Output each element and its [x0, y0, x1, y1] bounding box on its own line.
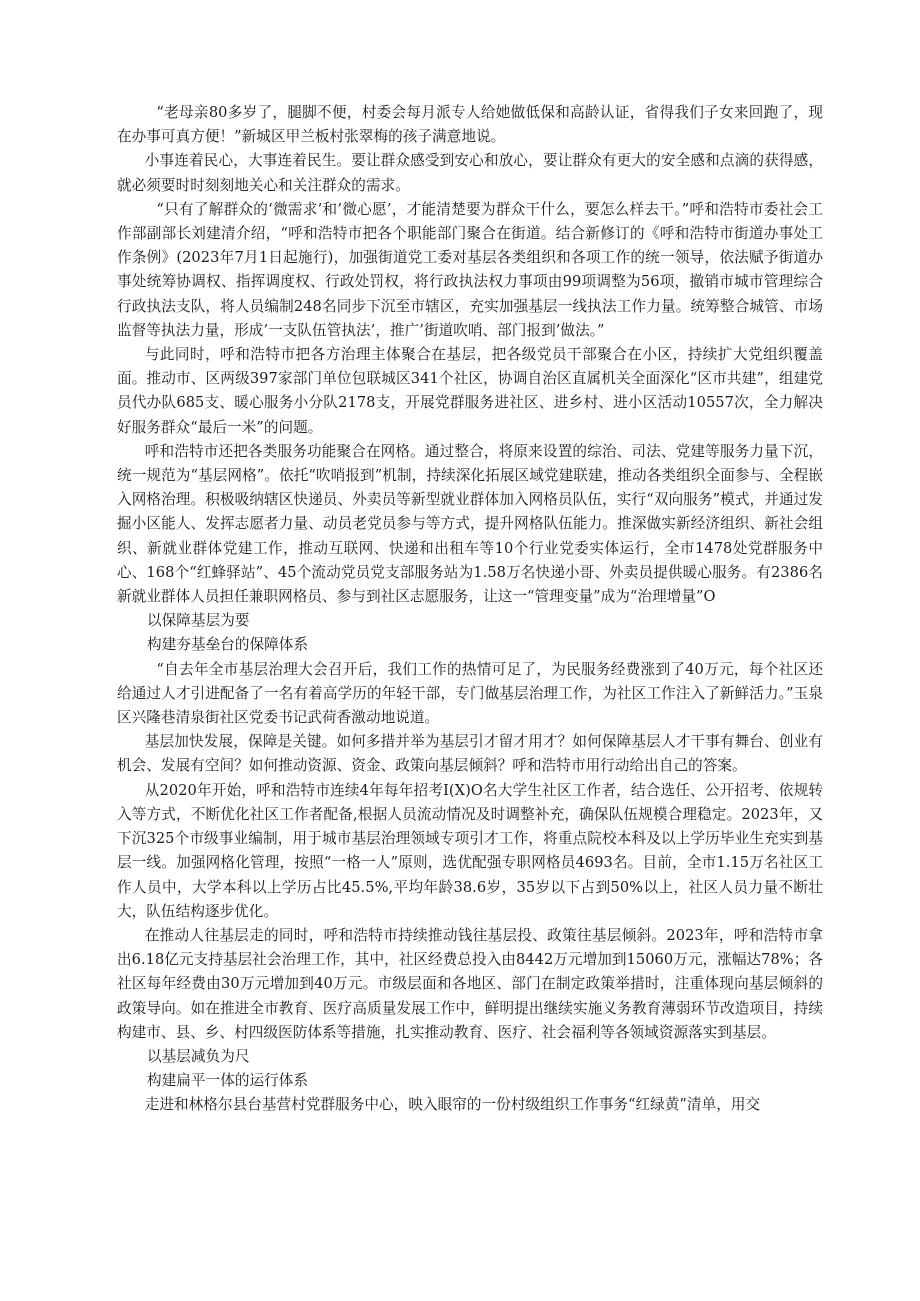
paragraph: 呼和浩特市还把各类服务功能聚合在网格。通过整合，将原来设置的综治、司法、党建等服务力量下沉，统一规范为“基层网格”。依托“吹哨报到”机制，持续深化拓展区域党建联建，推动各类组织全面参与、全程嵌入网格治理。积极吸纳辖区快递员、外卖员等新型就业群体加入网格员队伍，实行“双向服务”模式，并通过发掘小区能人、发挥志愿者力量、动员老党员参与等方式，提升网格队伍能力。推深做实新经济组织、新社会组织、新就业群体党建工作，推动互联网、快递和出租车等10个行业党委实体运行，全市1478处党群服务中心、168个“红蜂驿站”、45个流动党员党支部服务站为1.58万名快递小哥、外卖员提供暖心服务。有2386名新就业群体人员担任兼职网格员、参与到社区志愿服务，让这一“管理变量”成为“治理增量”O: [117, 442, 823, 606]
section-heading: 以保障基层为要: [147, 612, 250, 630]
paragraph: 与此同时，呼和浩特市把各方治理主体聚合在基层，把各级党员干部聚合在小区，持续扩大党组织覆盖面。推动市、区两级397家部门单位包联城区341个社区，协调自治区直属机关全面深化“区市共建”，组建党员代办队685支、暖心服务小分队2178支，开展党群服务进社区、进乡村、进小区活动10557次，全力解决好服务群众“最后一米”的问题。: [117, 346, 823, 436]
paragraph: 小事连着民心，大事连着民生。要让群众感受到安心和放心，要让群众有更大的安全感和点滴的获得感，就必须要时时刻刻地关心和关注群众的需求。: [117, 152, 823, 194]
paragraph: 基层加快发展，保障是关键。如何多措并举为基层引才留才用才？如何保障基层人才干事有舞台、创业有机会、发展有空间？如何推动资源、资金、政策向基层倾斜？呼和浩特市用行动给出自己的答案。: [117, 733, 823, 775]
paragraph: 从2020年开始，呼和浩特市连续4年每年招考I(X)O名大学生社区工作者，结合选任、公开招考、依规转入等方式，不断优化社区工作者配备,根据人员流动情况及时调整补充，确保队伍规模合理稳定。2023年，又下沉325个市级事业编制，用于城市基层治理领域专项引才工作，将重点院校本科及以上学历毕业生充实到基层一线。加强网格化管理，按照“一格一人”原则，选优配强专职网格员4693名。目前，全市1.15万名社区工作人员中，大学本科以上学历占比45.5%,平均年龄38.6岁，35岁以下占到50%以上，社区人员力量不断壮大，队伍结构逐步优化。: [117, 781, 823, 920]
section-subheading: 构建扁平一体的运行体系: [147, 1072, 309, 1090]
paragraph: “老母亲80多岁了，腿脚不便，村委会每月派专人给她做低保和高龄认证，省得我们子女来回跑了，现在办事可真方便！”新城区甲兰板村张翠梅的孩子满意地说。: [117, 104, 823, 146]
paragraph: 在推动人往基层走的同时，呼和浩特市持续推动钱往基层投、政策往基层倾斜。2023年，呼和浩特市拿出6.18亿元支持基层社会治理工作，其中，社区经费总投入由8442万元增加到15060万元，涨幅达78%；各社区每年经费由30万元增加到40万元。市级层面和各地区、部门在制定政策举措时，注重体现向基层倾斜的政策导向。如在推进全市教育、医疗高质量发展工作中，鲜明提出继续实施义务教育薄弱环节改造项目，持续构建市、县、乡、村四级医防体系等措施，扎实推动教育、医疗、社会福利等各领域资源落实到基层。: [117, 926, 823, 1041]
paragraph: “只有了解群众的‘微需求’和’微心愿’，才能清楚要为群众干什么，要怎么样去干。”呼和浩特市委社会工作部副部长刘建清介绍，“呼和浩特市把各个职能部门聚合在街道。结合新修订的《呼和浩特市街道办事处工作条例》(2023年7月1日起施行)，加强街道党工委对基层各类组织和各项工作的统一领导，依法赋予街道办事处统筹协调权、指挥调度权、行政处罚权，将行政执法权力事项由99项调整为56项，撤销市城市管理综合行政执法支队，将人员编制248名同步下沉至市辖区，充实加强基层一线执法工作力量。统筹整合城管、市场监督等执法力量，形成’一支队伍管执法’，推广’街道吹哨、部门报到’做法。”: [117, 200, 823, 339]
section-heading: 以基层减负为尺: [147, 1047, 250, 1065]
paragraph: 走进和林格尔县台基营村党群服务中心，映入眼帘的一份村级组织工作事务“红绿黄”清单，用交: [144, 1096, 761, 1114]
section-subheading: 构建夯基垒台的保障体系: [147, 636, 309, 654]
paragraph: “自去年全市基层治理大会召开后，我们工作的热情可足了，为民服务经费涨到了40万元，每个社区还给通过人才引进配备了一名有着高学历的年轻干部，专门做基层治理工作，为社区工作注入了新鲜活力。”玉泉区兴隆巷清泉街社区党委书记武荷香激动地说道。: [117, 660, 823, 727]
